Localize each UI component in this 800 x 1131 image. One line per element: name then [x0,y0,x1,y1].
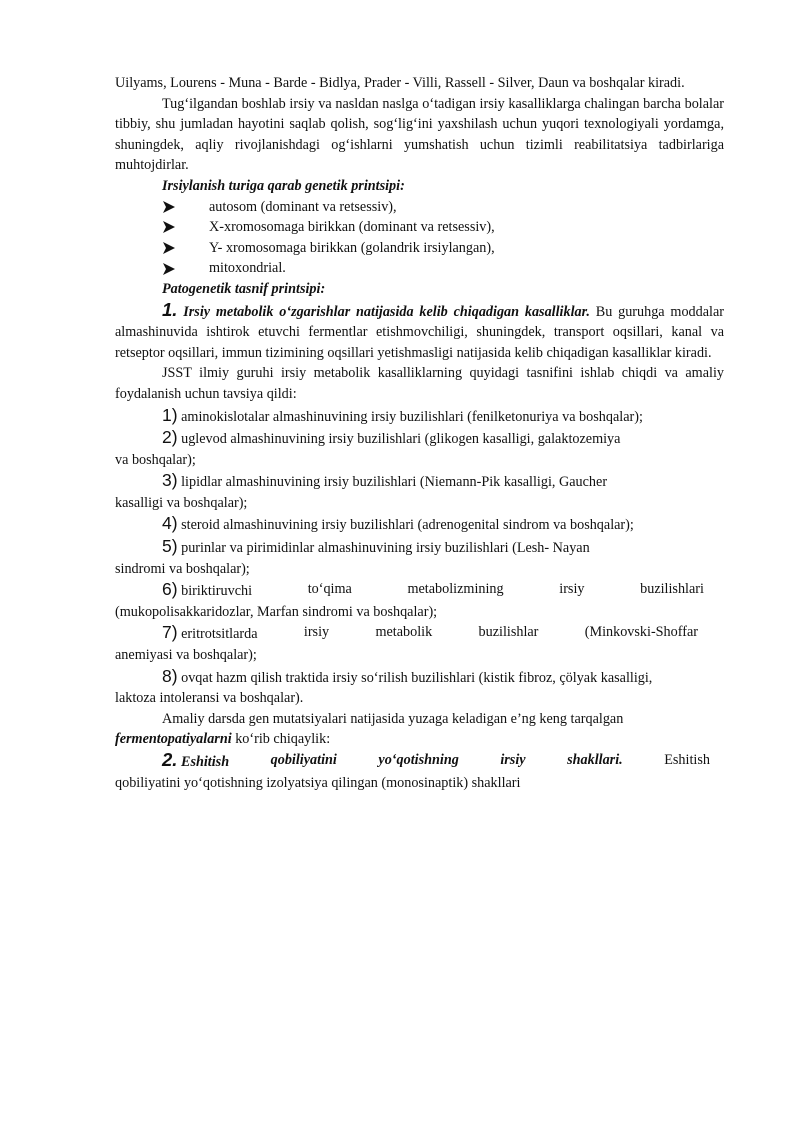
metabolic-disorders-list [115,405,724,709]
list-number: 8) [162,665,178,686]
arrow-bullet-icon [163,201,175,213]
section-2-paragraph [115,750,724,793]
list-item [115,536,724,579]
section-2-title-word: yo‘qotishning [378,752,459,768]
paragraph-medical-help: Tug‘ilgandan boshlab irsiy va nasldan naslga o‘tadigan irsiy kasalliklarga chalingan barcha bolalar tibbiy, shu jumladan hayotini saqlab qolish, sog‘lig‘ini yaxshilash uchun yuqori texnologiyali yordamga, shuningdek, aqliy rivojlanishdagi og‘ishlarni yumshatish uchun tizimli reabilitatsiya tadbirlariga muhtojdirlar. [115,95,724,174]
list-item [115,405,724,428]
bullet-item [115,217,724,238]
bullet-text: Y- xromosomaga birikkan (golandrik irsiylangan), [209,239,495,256]
list-text-continuation: sindromi va boshqalar); [115,560,250,577]
list-word: eritrotsitlarda [181,626,258,643]
list-word: (Minkovski-Shoffar [584,624,698,641]
section-2-title-word: qobiliyatini [270,752,337,768]
section-2-text: Eshitish [664,752,710,768]
list-text-continuation: kasalligi va boshqalar); [115,494,248,511]
list-number: 4) [162,513,178,534]
document-page [115,73,724,793]
bullet-item [115,197,724,218]
list-text: aminokislotalar almashinuvining irsiy buzilishlari (fenilketonuriya va boshqalar); [181,408,643,425]
list-text-continuation: laktoza intoleransi va boshqalar). [115,690,304,707]
bullet-item [115,238,724,259]
section-2-title-word: Eshitish [180,754,230,770]
list-item [115,470,724,513]
list-text: purinlar va pirimidinlar almashinuvining irsiy buzilishlari (Lesh- Nayan [181,540,590,557]
list-text: lipidlar almashinuvining irsiy buzilishlari (Niemann-Pik kasalligi, Gaucher [181,474,608,491]
section-2-title-word: irsiy [500,752,526,768]
bullet-text: X-xromosomaga birikkan (dominant va retsessiv), [209,219,495,236]
section-1-text: Bu guruhga moddalar almashinuvida ishtirok etuvchi fermentlar etishmovchiligi, shuningdek, transport oqsillari, kanal va retseptor oqsillari, immun tizimining oqsillari yetishmasligi natijasida kelib chiqadigan kasalliklar kiradi. [115,303,725,361]
heading-genetic-principle: Irsiylanish turiga qarab genetik printsipi: [162,177,405,194]
section-1-title: Irsiy metabolik o‘zgarishlar natijasida kelib chiqadigan kasalliklar. [183,303,590,320]
list-word: irsiy [303,624,330,641]
list-number: 5) [162,536,178,557]
list-word: buzilishlari [640,581,704,598]
list-number: 6) [162,579,178,600]
bullet-text: mitoxondrial. [209,260,286,277]
list-text: ovqat hazm qilish traktida irsiy so‘rilish buzilishlari (kistik fibroz, çölyak kasalligi, [181,669,653,686]
bullet-text: autosom (dominant va retsessiv), [209,198,397,215]
list-item [115,622,724,665]
paragraph-syndromes: Uilyams, Lourens - Muna - Barde - Bidlya, Prader - Villi, Rassell - Silver, Daun va boshqalar kiradi. [115,75,685,91]
list-number: 1) [162,404,178,425]
list-item [115,579,724,622]
list-item [115,513,724,536]
list-text-continuation: va boshqalar); [115,451,196,468]
section-2-continuation: qobiliyatini yo‘qotishning izolyatsiya qilingan (monosinaptik) shakllari [115,774,521,791]
paragraph-who-classification: JSST ilmiy guruhi irsiy metabolik kasalliklarning quyidagi tasnifini ishlab chiqdi va amaliy foydalanish uchun tavsiya qildi: [115,365,724,402]
inheritance-bullet-list [115,197,724,279]
list-word: metabolizmining [407,581,504,598]
list-word: biriktiruvchi [181,583,253,600]
arrow-bullet-icon [163,221,175,233]
list-number: 7) [162,622,178,643]
arrow-bullet-icon [163,242,175,254]
list-word: metabolik [375,624,433,641]
practical-lesson-rest: ko‘rib chiqaylik: [231,731,331,748]
list-number: 3) [162,470,178,491]
list-item [115,427,724,470]
heading-pathogenetic-principle: Patogenetik tasnif printsipi: [162,280,326,297]
list-word: irsiy [559,581,585,598]
list-text: steroid almashinuvining irsiy buzilishlari (adrenogenital sindrom va boshqalar); [181,517,634,534]
list-text-continuation: anemiyasi va boshqalar); [115,647,257,664]
section-1-paragraph [115,300,724,364]
section-2-title-word: shakllari. [567,752,623,768]
list-text: uglevod almashinuvining irsiy buzilishlari (glikogen kasalligi, galaktozemiya [181,431,621,448]
list-word: buzilishlar [478,624,539,641]
list-number: 2) [162,427,178,448]
practical-lesson-line: Amaliy darsda gen mutatsiyalari natijasida yuzaga keladigan e’ng keng tarqalgan [162,710,624,727]
section-1-number: 1. [162,298,178,320]
arrow-bullet-icon [163,263,175,275]
section-2-number: 2. [162,749,178,770]
paragraph-practical-lesson [115,709,724,750]
list-text-continuation: (mukopolisakkaridozlar, Marfan sindromi va boshqalar); [115,603,438,620]
emphasis-fermentopathies: fermentopatiyalarni [115,731,232,748]
bullet-item [115,258,724,279]
list-word: to‘qima [307,581,352,598]
list-item [115,666,724,709]
